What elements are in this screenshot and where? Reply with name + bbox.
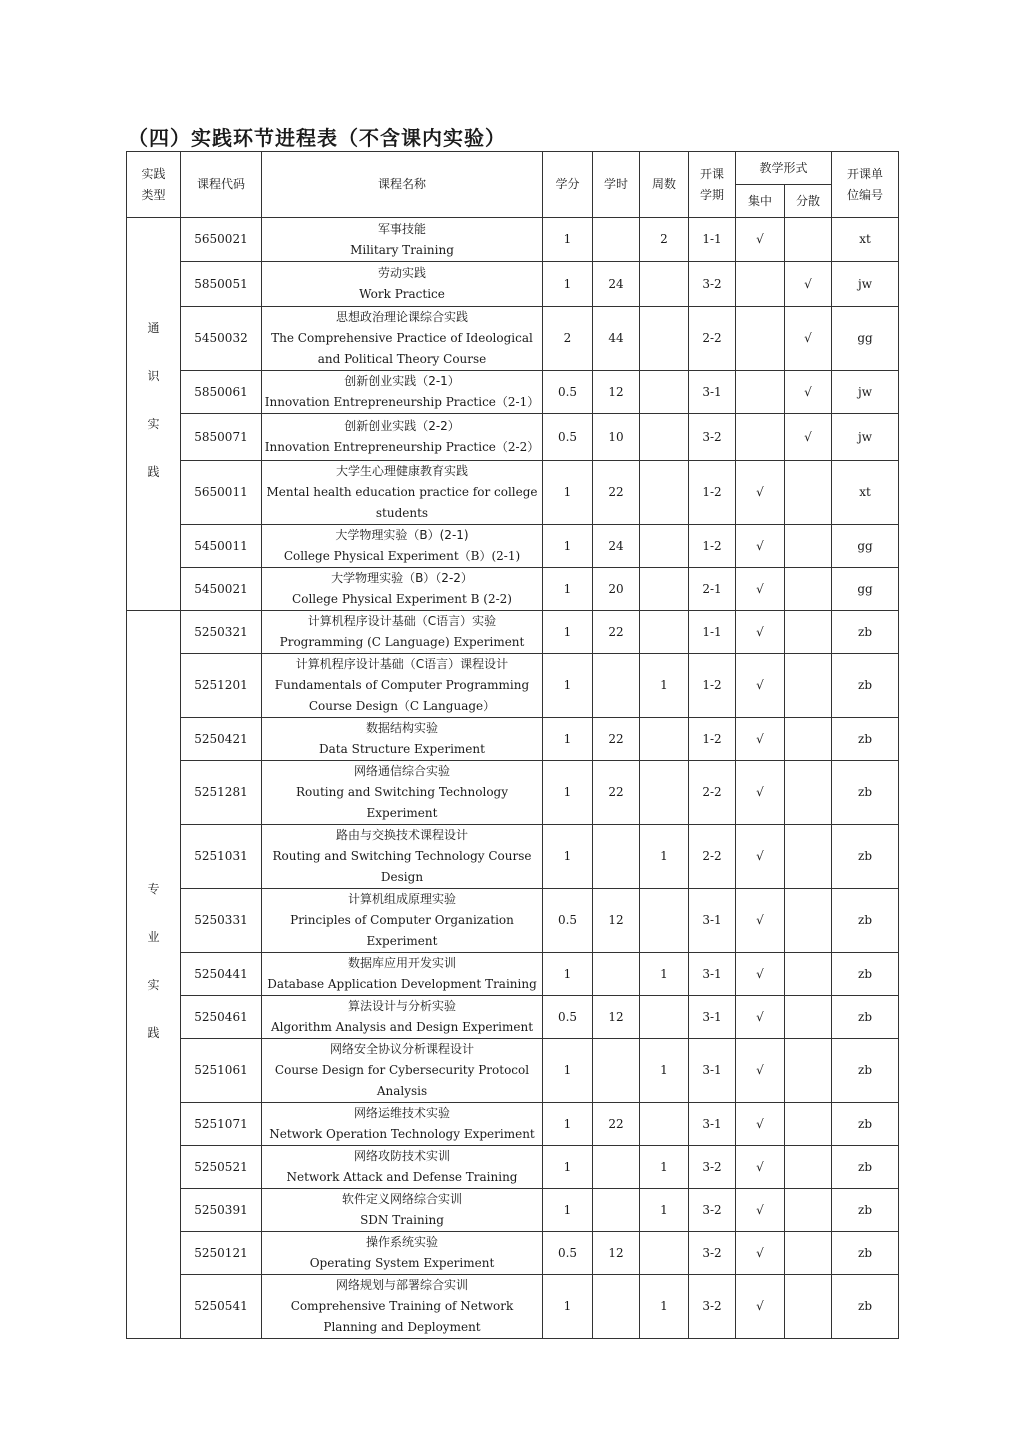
course-name-en: Network Attack and Defense Training <box>286 1170 518 1184</box>
credit: 1 <box>543 1189 593 1232</box>
course-name-zh: 思想政治理论课综合实践 <box>335 310 468 324</box>
hours <box>593 1039 640 1103</box>
concentrated-mark: √ <box>736 718 785 761</box>
term: 3-1 <box>689 996 736 1039</box>
table-row <box>127 953 899 996</box>
course-code: 5450011 <box>181 525 262 568</box>
weeks <box>640 307 689 371</box>
header-concentrated: 集中 <box>736 185 785 218</box>
hours <box>593 1189 640 1232</box>
hours: 12 <box>593 996 640 1039</box>
header-credit: 学分 <box>543 152 593 218</box>
course-name-en: Database Application Development Training <box>267 977 537 991</box>
table-row <box>127 889 899 953</box>
course-code: 5251281 <box>181 761 262 825</box>
table-row <box>127 1275 899 1339</box>
weeks: 1 <box>640 1189 689 1232</box>
weeks: 2 <box>640 218 689 262</box>
credit: 1 <box>543 1039 593 1103</box>
table-row <box>127 761 899 825</box>
unit-code: zb <box>832 611 899 654</box>
credit: 1 <box>543 1275 593 1339</box>
concentrated-mark: √ <box>736 568 785 611</box>
header-course-code: 课程代码 <box>181 152 262 218</box>
dispersed-mark <box>785 1275 832 1339</box>
weeks <box>640 996 689 1039</box>
course-name <box>262 262 543 307</box>
term: 2-2 <box>689 761 736 825</box>
course-name-en: Work Practice <box>359 287 445 301</box>
unit-code: zb <box>832 1039 899 1103</box>
weeks <box>640 1232 689 1275</box>
term: 3-1 <box>689 1039 736 1103</box>
dispersed-mark <box>785 568 832 611</box>
credit: 1 <box>543 761 593 825</box>
practice-schedule-table <box>126 151 899 1339</box>
course-name-zh: 数据结构实验 <box>365 721 438 735</box>
concentrated-mark: √ <box>736 1275 785 1339</box>
hours: 22 <box>593 761 640 825</box>
concentrated-mark: √ <box>736 1146 785 1189</box>
course-name-en: Course Design for Cybersecurity Protocol Analysis <box>274 1063 530 1098</box>
hours: 22 <box>593 718 640 761</box>
header-dispersed: 分散 <box>785 185 832 218</box>
table-row <box>127 568 899 611</box>
course-name <box>262 825 543 889</box>
table-row <box>127 825 899 889</box>
term: 3-1 <box>689 1103 736 1146</box>
term: 1-2 <box>689 525 736 568</box>
table-row <box>127 1146 899 1189</box>
weeks: 1 <box>640 1275 689 1339</box>
course-code: 5650021 <box>181 218 262 262</box>
unit-code: zb <box>832 1103 899 1146</box>
course-name-en: Principles of Computer Organization Experiment <box>290 913 514 948</box>
hours <box>593 654 640 718</box>
course-name <box>262 953 543 996</box>
course-name-en: Routing and Switching Technology Experiment <box>295 785 508 820</box>
course-name-en: College Physical Experiment B (2-2) <box>292 592 512 606</box>
course-name-en: Innovation Entrepreneurship Practice（2-1） <box>264 395 540 409</box>
hours <box>593 953 640 996</box>
hours: 24 <box>593 262 640 307</box>
weeks <box>640 718 689 761</box>
course-name-en: Algorithm Analysis and Design Experiment <box>270 1020 534 1034</box>
hours: 44 <box>593 307 640 371</box>
course-name-zh: 网络攻防技术实训 <box>353 1149 450 1163</box>
concentrated-mark: √ <box>736 218 785 262</box>
hours: 12 <box>593 889 640 953</box>
concentrated-mark: √ <box>736 1039 785 1103</box>
credit: 1 <box>543 1103 593 1146</box>
dispersed-mark <box>785 654 832 718</box>
hours: 22 <box>593 1103 640 1146</box>
credit: 1 <box>543 953 593 996</box>
course-code: 5250441 <box>181 953 262 996</box>
course-name-en: Military Training <box>350 242 454 257</box>
dispersed-mark <box>785 461 832 525</box>
table-row <box>127 1189 899 1232</box>
course-name <box>262 611 543 654</box>
weeks <box>640 414 689 461</box>
hours <box>593 1275 640 1339</box>
course-name-en: Comprehensive Training of Network Planning and Deployment <box>290 1299 514 1334</box>
term: 1-1 <box>689 611 736 654</box>
unit-code: jw <box>832 371 899 414</box>
term: 3-1 <box>689 889 736 953</box>
course-name <box>262 461 543 525</box>
credit: 1 <box>543 461 593 525</box>
hours <box>593 1146 640 1189</box>
concentrated-mark: √ <box>736 761 785 825</box>
hours: 22 <box>593 461 640 525</box>
course-name-zh: 数据库应用开发实训 <box>347 956 456 970</box>
course-name-zh: 网络运维技术实验 <box>353 1106 450 1120</box>
hours <box>593 825 640 889</box>
course-name-zh: 计算机组成原理实验 <box>347 892 456 906</box>
course-name-zh: 大学物理实验（B）（2-2） <box>331 571 473 585</box>
weeks <box>640 889 689 953</box>
unit-code: xt <box>832 461 899 525</box>
course-name-en: Routing and Switching Technology Course Design <box>272 849 532 884</box>
term: 2-1 <box>689 568 736 611</box>
course-name <box>262 718 543 761</box>
dispersed-mark <box>785 611 832 654</box>
course-name-zh: 路由与交换技术课程设计 <box>335 828 468 842</box>
concentrated-mark: √ <box>736 889 785 953</box>
course-name <box>262 218 543 262</box>
term: 2-2 <box>689 307 736 371</box>
hours: 24 <box>593 525 640 568</box>
credit: 1 <box>543 568 593 611</box>
dispersed-mark <box>785 996 832 1039</box>
weeks: 1 <box>640 1039 689 1103</box>
unit-code: zb <box>832 1275 899 1339</box>
weeks <box>640 568 689 611</box>
course-name-zh: 大学生心理健康教育实践 <box>335 464 468 478</box>
table-row <box>127 218 899 262</box>
unit-code: zb <box>832 889 899 953</box>
unit-code: gg <box>832 525 899 568</box>
concentrated-mark: √ <box>736 825 785 889</box>
course-code: 5250331 <box>181 889 262 953</box>
course-code: 5251201 <box>181 654 262 718</box>
course-code: 5250461 <box>181 996 262 1039</box>
concentrated-mark: √ <box>736 525 785 568</box>
unit-code: zb <box>832 1146 899 1189</box>
course-code: 5250321 <box>181 611 262 654</box>
table-row <box>127 1103 899 1146</box>
course-code: 5450021 <box>181 568 262 611</box>
practice-type-cell: 通 识 实 践 <box>127 218 181 611</box>
weeks: 1 <box>640 953 689 996</box>
course-name-zh: 计算机程序设计基础（C语言）课程设计 <box>295 657 509 671</box>
table-body <box>127 218 899 1339</box>
hours <box>593 218 640 262</box>
concentrated-mark: √ <box>736 953 785 996</box>
course-name-en: Network Operation Technology Experiment <box>269 1127 535 1141</box>
credit: 1 <box>543 825 593 889</box>
credit: 1 <box>543 718 593 761</box>
table-row <box>127 654 899 718</box>
course-name-zh: 计算机程序设计基础（C语言）实验 <box>307 614 497 628</box>
course-code: 5650011 <box>181 461 262 525</box>
course-code: 5450032 <box>181 307 262 371</box>
header-weeks: 周数 <box>640 152 689 218</box>
unit-code: zb <box>832 953 899 996</box>
course-name <box>262 1039 543 1103</box>
table-row <box>127 371 899 414</box>
course-name-zh: 软件定义网络综合实训 <box>341 1192 462 1206</box>
header-course-name: 课程名称 <box>262 152 543 218</box>
hours: 20 <box>593 568 640 611</box>
unit-code: gg <box>832 568 899 611</box>
term: 3-2 <box>689 1232 736 1275</box>
course-name-en: Programming (C Language) Experiment <box>279 635 525 649</box>
concentrated-mark <box>736 262 785 307</box>
weeks <box>640 525 689 568</box>
course-name-en: Mental health education practice for college students <box>266 485 538 520</box>
course-name <box>262 996 543 1039</box>
concentrated-mark: √ <box>736 654 785 718</box>
course-code: 5251061 <box>181 1039 262 1103</box>
term: 3-2 <box>689 1189 736 1232</box>
dispersed-mark <box>785 825 832 889</box>
course-code: 5250391 <box>181 1189 262 1232</box>
course-name-zh: 创新创业实践（2-1） <box>344 374 460 388</box>
course-name <box>262 761 543 825</box>
concentrated-mark: √ <box>736 461 785 525</box>
course-name <box>262 1189 543 1232</box>
unit-code: xt <box>832 218 899 262</box>
course-name-zh: 网络规划与部署综合实训 <box>335 1278 468 1292</box>
course-name-en: College Physical Experiment（B）(2-1) <box>283 549 521 563</box>
course-name-zh: 算法设计与分析实验 <box>347 999 456 1013</box>
course-code: 5850061 <box>181 371 262 414</box>
weeks <box>640 761 689 825</box>
term: 1-2 <box>689 461 736 525</box>
weeks <box>640 611 689 654</box>
table-row <box>127 718 899 761</box>
term: 3-2 <box>689 1275 736 1339</box>
course-name <box>262 1103 543 1146</box>
page-title: （四）实践环节进程表（不含课内实验） <box>128 126 506 150</box>
unit-code: jw <box>832 414 899 461</box>
course-code: 5250521 <box>181 1146 262 1189</box>
course-name-zh: 劳动实践 <box>377 266 426 280</box>
header-term: 开课 学期 <box>689 152 736 218</box>
table-row <box>127 525 899 568</box>
table-row <box>127 414 899 461</box>
dispersed-mark <box>785 218 832 262</box>
credit: 2 <box>543 307 593 371</box>
dispersed-mark <box>785 761 832 825</box>
unit-code: zb <box>832 1232 899 1275</box>
credit: 1 <box>543 611 593 654</box>
credit: 0.5 <box>543 414 593 461</box>
credit: 1 <box>543 218 593 262</box>
table-row <box>127 262 899 307</box>
course-name-en: SDN Training <box>360 1213 444 1227</box>
course-name-zh: 创新创业实践（2-2） <box>344 419 460 433</box>
course-name-zh: 网络安全协议分析课程设计 <box>329 1042 474 1056</box>
course-name <box>262 568 543 611</box>
dispersed-mark <box>785 889 832 953</box>
table-row <box>127 307 899 371</box>
weeks: 1 <box>640 1146 689 1189</box>
dispersed-mark <box>785 1232 832 1275</box>
course-code: 5850051 <box>181 262 262 307</box>
header-teaching-form: 教学形式 <box>736 152 832 185</box>
hours: 12 <box>593 371 640 414</box>
dispersed-mark <box>785 1039 832 1103</box>
weeks <box>640 461 689 525</box>
course-name <box>262 371 543 414</box>
concentrated-mark: √ <box>736 996 785 1039</box>
credit: 1 <box>543 525 593 568</box>
concentrated-mark: √ <box>736 1189 785 1232</box>
weeks <box>640 371 689 414</box>
dispersed-mark <box>785 718 832 761</box>
credit: 1 <box>543 654 593 718</box>
practice-type-cell: 专 业 实 践 <box>127 611 181 1339</box>
table-row <box>127 611 899 654</box>
course-code: 5850071 <box>181 414 262 461</box>
course-name-en: Fundamentals of Computer Programming Course Design（C Language） <box>274 678 530 713</box>
credit: 1 <box>543 1146 593 1189</box>
course-name <box>262 1232 543 1275</box>
term: 3-2 <box>689 1146 736 1189</box>
unit-code: zb <box>832 718 899 761</box>
term: 1-2 <box>689 718 736 761</box>
dispersed-mark <box>785 1146 832 1189</box>
course-name <box>262 1275 543 1339</box>
course-name-en: Data Structure Experiment <box>319 742 485 756</box>
concentrated-mark: √ <box>736 1103 785 1146</box>
hours: 12 <box>593 1232 640 1275</box>
term: 1-2 <box>689 654 736 718</box>
term: 2-2 <box>689 825 736 889</box>
course-name-en: The Comprehensive Practice of Ideological and Political Theory Course <box>271 331 533 366</box>
concentrated-mark: √ <box>736 1232 785 1275</box>
course-code: 5250121 <box>181 1232 262 1275</box>
table-row <box>127 461 899 525</box>
dispersed-mark <box>785 1189 832 1232</box>
unit-code: zb <box>832 825 899 889</box>
unit-code: jw <box>832 262 899 307</box>
dispersed-mark: √ <box>785 262 832 307</box>
concentrated-mark <box>736 371 785 414</box>
course-name <box>262 307 543 371</box>
dispersed-mark <box>785 1103 832 1146</box>
header-unit-code: 开课单 位编号 <box>832 152 899 218</box>
weeks: 1 <box>640 654 689 718</box>
term: 3-2 <box>689 262 736 307</box>
course-name-zh: 网络通信综合实验 <box>353 764 450 778</box>
course-code: 5250421 <box>181 718 262 761</box>
course-name <box>262 1146 543 1189</box>
term: 1-1 <box>689 218 736 262</box>
weeks <box>640 262 689 307</box>
course-code: 5251031 <box>181 825 262 889</box>
course-name-en: Operating System Experiment <box>309 1256 495 1270</box>
dispersed-mark <box>785 953 832 996</box>
course-name-zh: 军事技能 <box>377 221 426 236</box>
term: 3-2 <box>689 414 736 461</box>
credit: 0.5 <box>543 1232 593 1275</box>
credit: 1 <box>543 262 593 307</box>
credit: 0.5 <box>543 889 593 953</box>
table-row <box>127 996 899 1039</box>
weeks: 1 <box>640 825 689 889</box>
course-name-zh: 操作系统实验 <box>365 1235 438 1249</box>
unit-code: zb <box>832 761 899 825</box>
course-name <box>262 654 543 718</box>
hours: 22 <box>593 611 640 654</box>
dispersed-mark <box>785 525 832 568</box>
header-practice-type: 实践 类型 <box>127 152 181 218</box>
term: 3-1 <box>689 371 736 414</box>
concentrated-mark <box>736 414 785 461</box>
hours: 10 <box>593 414 640 461</box>
credit: 0.5 <box>543 996 593 1039</box>
course-name <box>262 889 543 953</box>
course-name-zh: 大学物理实验（B）(2-1) <box>335 528 469 542</box>
dispersed-mark: √ <box>785 414 832 461</box>
course-code: 5251071 <box>181 1103 262 1146</box>
course-name <box>262 525 543 568</box>
term: 3-1 <box>689 953 736 996</box>
course-code: 5250541 <box>181 1275 262 1339</box>
credit: 0.5 <box>543 371 593 414</box>
unit-code: zb <box>832 654 899 718</box>
weeks <box>640 1103 689 1146</box>
course-name-en: Innovation Entrepreneurship Practice（2-2） <box>264 440 540 454</box>
table-row <box>127 1039 899 1103</box>
table-row <box>127 1232 899 1275</box>
concentrated-mark <box>736 307 785 371</box>
concentrated-mark: √ <box>736 611 785 654</box>
dispersed-mark: √ <box>785 371 832 414</box>
course-name <box>262 414 543 461</box>
unit-code: zb <box>832 996 899 1039</box>
unit-code: gg <box>832 307 899 371</box>
dispersed-mark: √ <box>785 307 832 371</box>
unit-code: zb <box>832 1189 899 1232</box>
header-hours: 学时 <box>593 152 640 218</box>
